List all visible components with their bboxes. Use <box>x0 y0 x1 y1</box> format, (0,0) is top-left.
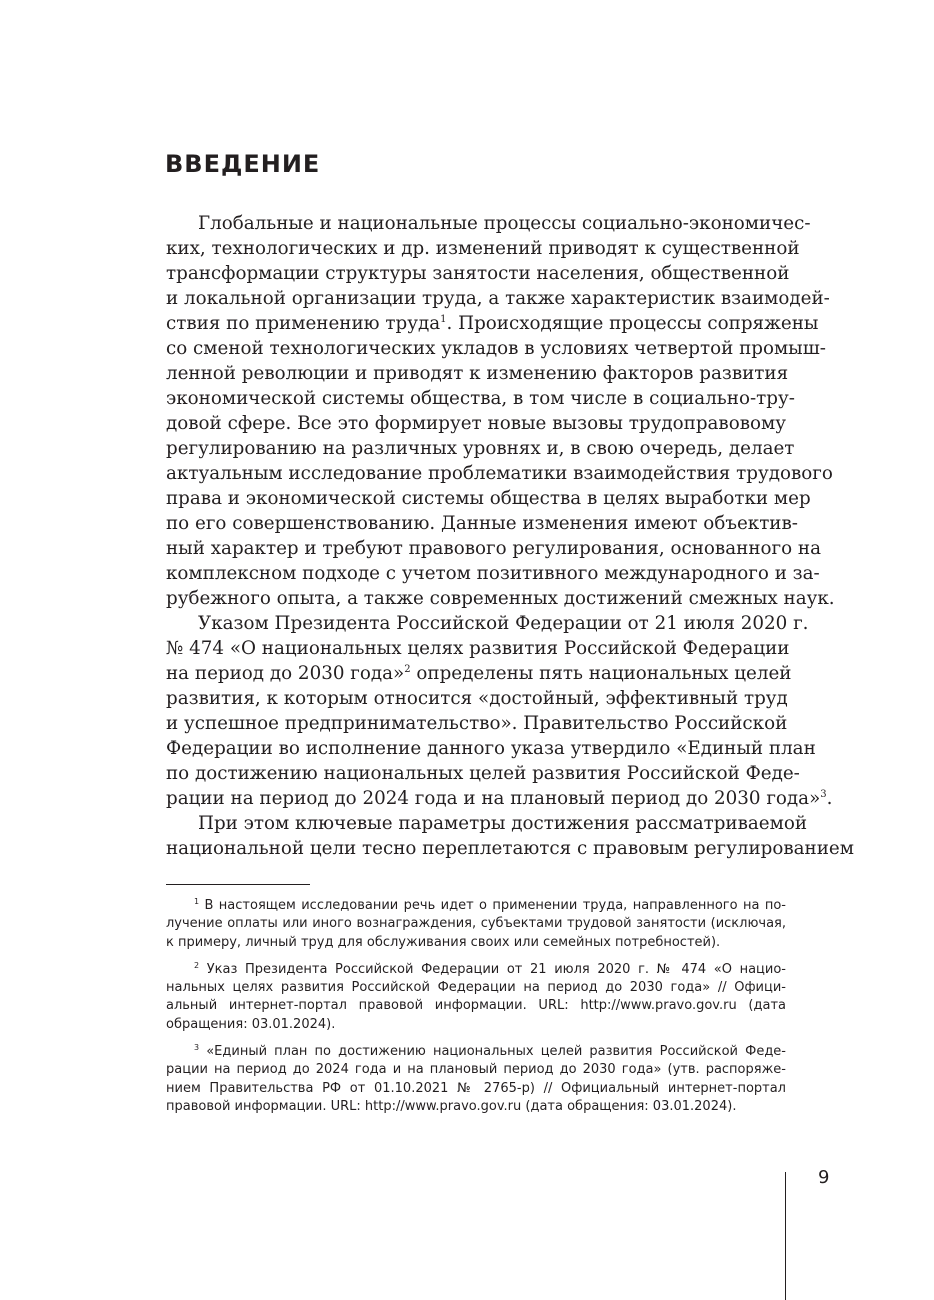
line-text: и локальной организации труда, а также характеристик взаимодей- <box>166 288 830 309</box>
footnote-line <box>166 997 786 1015</box>
line-text: альный интернет-портал правовой информации. URL: http://www.pravo.gov.ru (дата <box>166 998 786 1014</box>
text-line <box>166 436 795 461</box>
line-text: рации на период до 2024 года и на плановый период до 2030 года» (утв. распоряже- <box>166 1062 786 1078</box>
body-text <box>166 211 854 861</box>
text-line <box>166 311 819 336</box>
footnote-marker: 2 <box>194 960 200 970</box>
line-text: лучение оплаты или иного вознаграждения, субъектами трудовой занятости (исключая, <box>166 916 786 932</box>
line-text: правовой информации. URL: http://www.pravo.gov.ru (дата обращения: 03.01.2024). <box>166 1098 737 1114</box>
section-heading: ВВЕДЕНИЕ <box>165 150 321 178</box>
line-text: развития, к которым относится «достойный, эффективный труд <box>166 688 788 709</box>
text-line <box>166 661 792 686</box>
paragraph <box>166 611 833 811</box>
line-text: по достижению национальных целей развития Российской Феде- <box>166 763 800 784</box>
line-text: на период до 2030 года» <box>166 663 405 684</box>
text-line <box>166 486 811 511</box>
footnote-line <box>166 1098 786 1116</box>
footnote-marker: 3 <box>820 789 827 800</box>
line-text: по его совершенствованию. Данные изменения имеют объектив- <box>166 513 798 534</box>
line-text: актуальным исследование проблематики взаимодействия трудового <box>166 463 833 484</box>
line-text: комплексном подходе с учетом позитивного международного и за- <box>166 563 820 584</box>
footnote <box>166 961 786 1034</box>
line-text: «Единый план по достижению национальных целей развития Российской Феде- <box>199 1044 786 1060</box>
footnote-line <box>166 1016 786 1034</box>
footnote-marker: 2 <box>404 664 411 675</box>
line-text: со сменой технологических укладов в условиях четвертой промыш- <box>166 338 826 359</box>
text-line <box>166 761 800 786</box>
line-text: экономической системы общества, в том числе в социально-тру- <box>166 388 795 409</box>
line-text: трансформации структуры занятости населения, общественной <box>166 263 790 284</box>
line-text: Федерации во исполнение данного указа утвердило «Единый план <box>166 738 816 759</box>
text-line <box>166 836 854 861</box>
footnote <box>166 897 786 952</box>
text-line <box>166 736 816 761</box>
line-text: № 474 «О национальных целях развития Российской Федерации <box>166 638 790 659</box>
line-text: рации на период до 2024 года и на плановый период до 2030 года» <box>166 788 821 809</box>
text-line <box>166 286 830 311</box>
line-text: и успешное предпринимательство». Правительство Российской <box>166 713 788 734</box>
line-text: ленной революции и приводят к изменению факторов развития <box>166 363 789 384</box>
text-line <box>166 586 835 611</box>
line-text: Указ Президента Российской Федерации от 21 июля 2020 г. № 474 «О нацио- <box>199 961 786 977</box>
line-text: рубежного опыта, а также современных достижений смежных наук. <box>166 588 835 609</box>
text-line <box>166 536 821 561</box>
footnote-line <box>166 934 786 952</box>
text-line <box>166 636 790 661</box>
footnote <box>166 1043 786 1116</box>
text-line <box>166 261 790 286</box>
text-line <box>166 411 786 436</box>
line-text: к примеру, личный труд для обслуживания своих или семейных потребностей). <box>166 934 721 950</box>
footnote-marker: 1 <box>194 897 200 906</box>
line-text: Глобальные и национальные процессы социально-экономичес- <box>198 213 811 234</box>
footnote-line <box>166 961 786 979</box>
line-text: При этом ключевые параметры достижения рассматриваемой <box>198 813 808 834</box>
footnote-line <box>166 1043 786 1061</box>
text-line <box>166 811 808 836</box>
footnote-line <box>166 1080 786 1098</box>
paragraph <box>166 211 835 611</box>
line-text: ких, технологических и др. изменений приводят к существенной <box>166 238 800 259</box>
line-text-continued: . <box>826 788 833 809</box>
line-text: ный характер и требуют правового регулирования, основанного на <box>166 538 821 559</box>
text-line <box>166 236 800 261</box>
footnote-line <box>166 979 786 997</box>
footnote-line <box>166 915 786 933</box>
page-edge-rule <box>785 1172 786 1300</box>
line-text: нальных целях развития Российской Федерации на период до 2030 года» // Офици- <box>166 980 786 996</box>
paragraph <box>166 811 854 861</box>
text-line <box>166 786 833 811</box>
page-number: 9 <box>818 1167 830 1188</box>
footnote-marker: 1 <box>440 314 447 325</box>
text-line <box>166 461 833 486</box>
text-line <box>166 386 795 411</box>
footnote-marker: 3 <box>194 1043 200 1053</box>
line-text: обращения: 03.01.2024). <box>166 1016 336 1032</box>
line-text: нием Правительства РФ от 01.10.2021 № 2765-р) // Официальный интернет-портал <box>166 1080 786 1096</box>
line-text: В настоящем исследовании речь идет о применении труда, направленного на по- <box>199 898 786 913</box>
footnote-line <box>166 897 786 915</box>
footnote-separator <box>166 884 310 885</box>
footnote-line <box>166 1061 786 1079</box>
text-line <box>166 561 820 586</box>
line-text: регулированию на различных уровнях и, в свою очередь, делает <box>166 438 795 459</box>
line-text-continued: определены пять национальных целей <box>410 663 792 684</box>
text-line <box>166 511 798 536</box>
text-line <box>166 211 811 236</box>
footnotes <box>166 897 786 1125</box>
line-text: Указом Президента Российской Федерации от 21 июля 2020 г. <box>198 613 809 634</box>
line-text: права и экономической системы общества в целях выработки мер <box>166 488 811 509</box>
line-text: национальной цели тесно переплетаются с правовым регулированием <box>166 838 854 859</box>
line-text-continued: . Происходящие процессы сопряжены <box>446 313 819 334</box>
text-line <box>166 611 809 636</box>
text-line <box>166 361 789 386</box>
text-line <box>166 686 786 711</box>
text-line <box>166 336 826 361</box>
line-text: ствия по применению труда <box>166 313 441 334</box>
line-text: довой сфере. Все это формирует новые вызовы трудоправовому <box>166 413 786 434</box>
text-line <box>166 711 786 736</box>
